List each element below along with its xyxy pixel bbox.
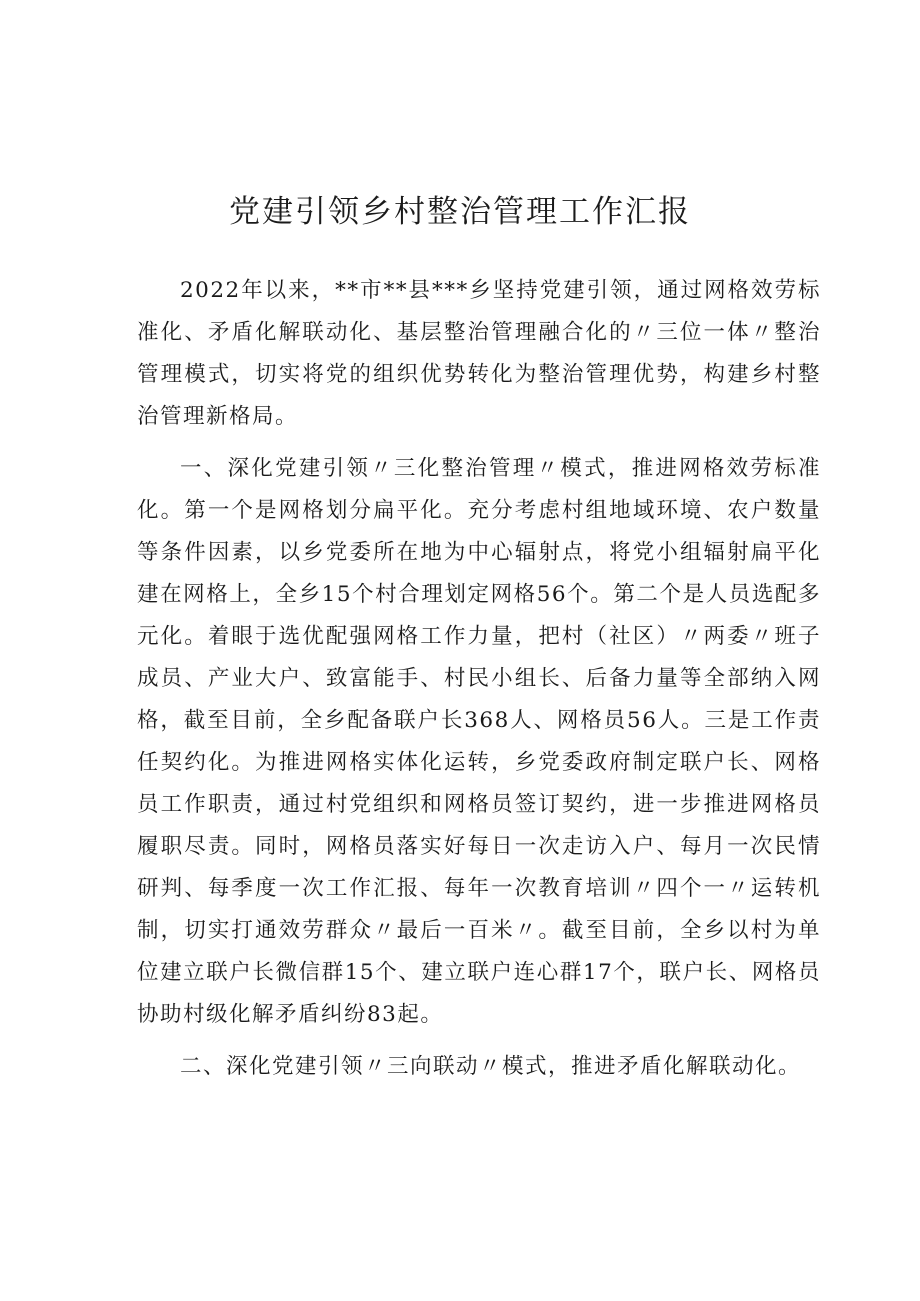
paragraph-intro: 2022年以来，**市**县***乡坚持党建引领，通过网格效劳标准化、矛盾化解联动化、基层整治管理融合化的〃三位一体〃整治管理模式，切实将党的组织优势转化为整治管理优势，构建乡村整治管理新格局。 — [137, 278, 821, 429]
document-body — [137, 270, 821, 1088]
document-title: 党建引领乡村整治管理工作汇报 — [229, 194, 691, 230]
paragraph-section-two: 二、深化党建引领〃三向联动〃模式，推进矛盾化解联动化。 — [180, 1054, 802, 1079]
paragraph-section-one: 一、深化党建引领〃三化整治管理〃模式，推进网格效劳标准化。第一个是网格划分扁平化。充分考虑村组地域环境、农户数量等条件因素，以乡党委所在地为中心辐射点，将党小组辐射扁平化建在网格上，全乡15个村合理划定网格56个。第二个是人员选配多元化。着眼于选优配强网格工作力量，把村（社区）〃两委〃班子成员、产业大户、致富能手、村民小组长、后备力量等全部纳入网格，截至目前，全乡配备联户长368人、网格员56人。三是工作责任契约化。为推进网格实体化运转，乡党委政府制定联户长、网格员工作职责，通过村党组织和网格员签订契约，进一步推进网格员履职尽责。同时，网格员落实好每日一次走访入户、每月一次民情研判、每季度一次工作汇报、每年一次教育培训〃四个一〃运转机制，切实打通效劳群众〃最后一百米〃。截至目前，全乡以村为单位建立联户长微信群15个、建立联户连心群17个，联户长、网格员协助村级化解矛盾纠纷83起。 — [137, 456, 821, 1027]
